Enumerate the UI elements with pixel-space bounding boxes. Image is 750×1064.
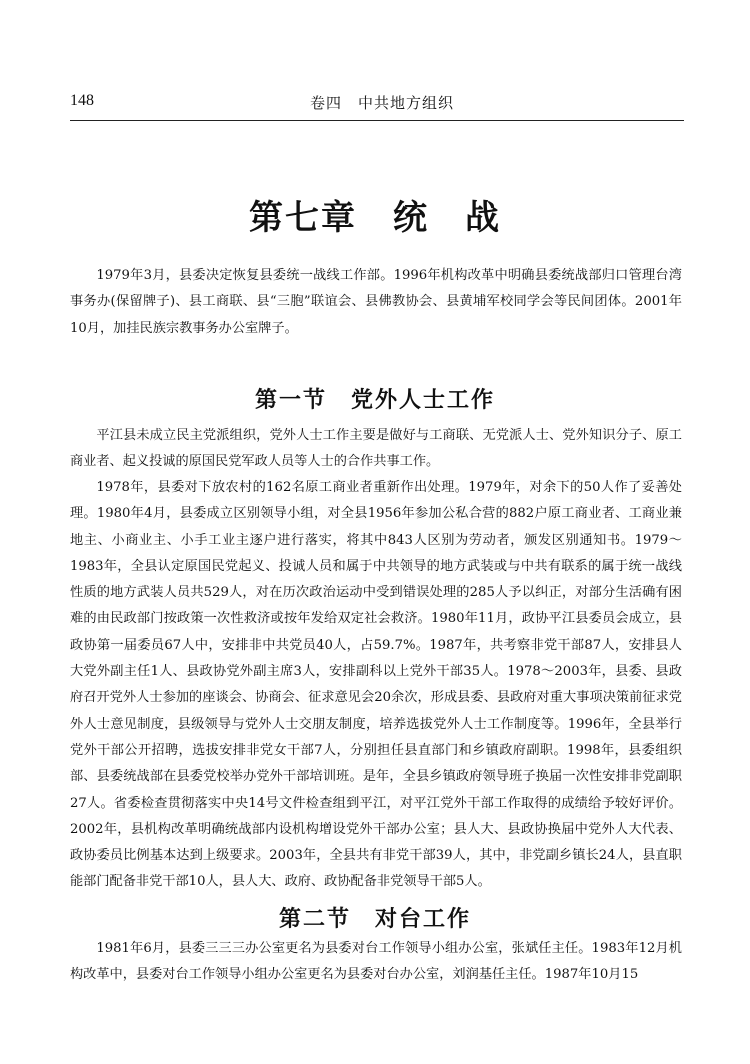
- section-title-non-party-work: 第一节 党外人士工作: [254, 388, 495, 414]
- chapter-title: 第七章 统 战: [249, 197, 501, 238]
- running-header-title: 卷四 中共地方组织: [310, 94, 455, 112]
- page-number: 148: [70, 92, 94, 109]
- section-title-taiwan-work: 第二节 对台工作: [278, 907, 471, 933]
- chapter-intro-paragraph: 1979年3月，县委决定恢复县委统一战线工作部。1996年机构改革中明确县委统战部归口管理台湾事务办(保留牌子)、县工商联、县“三胞”联谊会、县佛教协会、县黄埔军校同学会等民间团体。2001年10月，加挂民族宗教事务办公室牌子。: [70, 268, 682, 336]
- body-paragraph: 1981年6月，县委三三三办公室更名为县委对台工作领导小组办公室，张斌任主任。1983年12月机构改革中，县委对台工作领导小组办公室更名为县委对台办公室，刘润基任主任。1987年10月15: [70, 941, 682, 983]
- header-divider: [70, 120, 684, 121]
- body-paragraph: 平江县未成立民主党派组织，党外人士工作主要是做好与工商联、无党派人士、党外知识分子、原工商业者、起义投诚的原国民党军政人员等人士的合作共事工作。: [70, 428, 682, 470]
- body-paragraph: 1978年，县委对下放农村的162名原工商业者重新作出处理。1979年，对余下的50人作了妥善处理。1980年4月，县委成立区别领导小组，对全县1956年参加公私合营的882户原工商业者、工商业兼地主、小商业主、小手工业主逐户进行落实，将其中843人区别为劳动者，颁发区别通知书。1979～1983年，全县认定原国民党起义、投诚人员和属于中共领导的地方武装或与中共有联系的属于统一战线性质的地方武装人员共529人，对在历次政治运动中受到错误处理的285人予以纠正，对部分生活确有困难的由民政部门按政策一次性救济或按年发给双定社会救济。1980年11月，政协平江县委员会成立，县政协第一届委员67人中，安排非中共党员40人，占59.7%。1987年，共考察非党干部87人，安排县人大党外副主任1人、县政协党外副主席3人，安排副科以上党外干部35人。1978～2003年，县委、县政府召开党外人士参加的座谈会、协商会、征求意见会20余次，形成县委、县政府对重大事项决策前征求党外人士意见制度，县级领导与党外人士交朋友制度，培养选拔党外人士工作制度等。1996年，全县举行党外干部公开招聘，选拔安排非党女干部7人，分别担任县直部门和乡镇政府副职。1998年，县委组织部、县委统战部在县委党校举办党外干部培训班。是年，全县乡镇政府领导班子换届一次性安排非党副职27人。省委检查贯彻落实中央14号文件检查组到平江，对平江党外干部工作取得的成绩给予较好评价。2002年，县机构改革明确统战部内设机构增设党外干部办公室；县人大、县政协换届中党外人大代表、政协委员比例基本达到上级要求。2003年，全县共有非党干部39人，其中，非党副乡镇长24人，县直职能部门配备非党干部10人，县人大、政府、政协配备非党领导干部5人。: [70, 480, 682, 890]
- running-header: [70, 92, 682, 116]
